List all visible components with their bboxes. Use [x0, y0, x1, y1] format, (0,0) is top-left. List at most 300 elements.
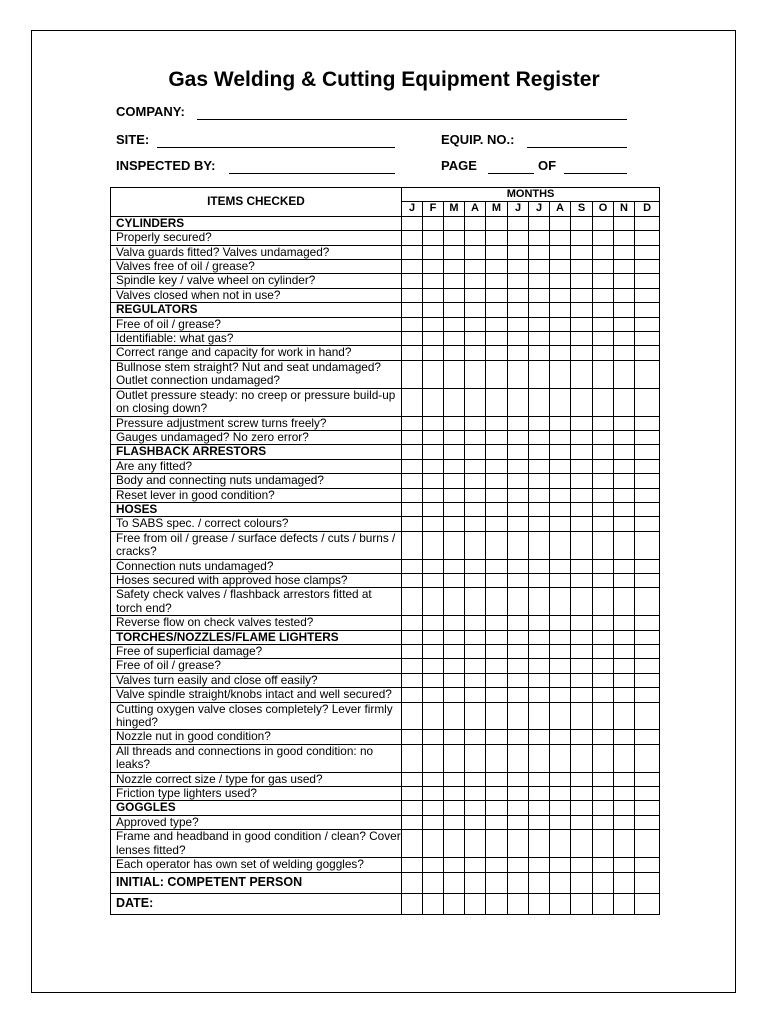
initial-month-cell[interactable]: [593, 872, 614, 893]
check-item-month-cell[interactable]: [508, 445, 529, 459]
date-month-cell[interactable]: [614, 893, 635, 914]
check-item-month-cell[interactable]: [614, 645, 635, 659]
check-item-month-cell[interactable]: [486, 801, 508, 815]
check-item-month-cell[interactable]: [550, 815, 571, 829]
check-item-month-cell[interactable]: [550, 630, 571, 644]
check-item-month-cell[interactable]: [508, 488, 529, 502]
date-month-cell[interactable]: [593, 893, 614, 914]
check-item-month-cell[interactable]: [486, 332, 508, 346]
check-item-month-cell[interactable]: [486, 474, 508, 488]
check-item-month-cell[interactable]: [423, 317, 444, 331]
check-item-month-cell[interactable]: [402, 459, 423, 473]
check-item-month-cell[interactable]: [635, 360, 660, 388]
check-item-month-cell[interactable]: [614, 416, 635, 430]
check-item-month-cell[interactable]: [508, 531, 529, 559]
check-item-month-cell[interactable]: [593, 801, 614, 815]
check-item-month-cell[interactable]: [444, 260, 465, 274]
check-item-month-cell[interactable]: [614, 430, 635, 444]
check-item-month-cell[interactable]: [550, 858, 571, 872]
check-item-month-cell[interactable]: [465, 430, 486, 444]
check-item-month-cell[interactable]: [593, 858, 614, 872]
check-item-month-cell[interactable]: [550, 772, 571, 786]
check-item-month-cell[interactable]: [529, 815, 550, 829]
check-item-month-cell[interactable]: [593, 702, 614, 730]
check-item-month-cell[interactable]: [614, 288, 635, 302]
check-item-month-cell[interactable]: [593, 346, 614, 360]
check-item-month-cell[interactable]: [550, 702, 571, 730]
check-item-month-cell[interactable]: [423, 274, 444, 288]
check-item-month-cell[interactable]: [465, 815, 486, 829]
check-item-month-cell[interactable]: [423, 303, 444, 317]
check-item-month-cell[interactable]: [550, 430, 571, 444]
check-item-month-cell[interactable]: [486, 559, 508, 573]
check-item-month-cell[interactable]: [423, 772, 444, 786]
check-item-month-cell[interactable]: [402, 445, 423, 459]
check-item-month-cell[interactable]: [550, 730, 571, 744]
check-item-month-cell[interactable]: [508, 688, 529, 702]
check-item-month-cell[interactable]: [571, 772, 593, 786]
check-item-month-cell[interactable]: [614, 445, 635, 459]
check-item-month-cell[interactable]: [550, 588, 571, 616]
check-item-month-cell[interactable]: [635, 645, 660, 659]
check-item-month-cell[interactable]: [593, 659, 614, 673]
check-item-month-cell[interactable]: [444, 858, 465, 872]
check-item-month-cell[interactable]: [465, 303, 486, 317]
check-item-month-cell[interactable]: [402, 474, 423, 488]
check-item-month-cell[interactable]: [508, 559, 529, 573]
check-item-month-cell[interactable]: [486, 588, 508, 616]
check-item-month-cell[interactable]: [635, 459, 660, 473]
check-item-month-cell[interactable]: [593, 744, 614, 772]
check-item-month-cell[interactable]: [444, 388, 465, 416]
check-item-month-cell[interactable]: [486, 645, 508, 659]
check-item-month-cell[interactable]: [593, 787, 614, 801]
check-item-month-cell[interactable]: [529, 616, 550, 630]
check-item-month-cell[interactable]: [635, 231, 660, 245]
check-item-month-cell[interactable]: [423, 474, 444, 488]
check-item-month-cell[interactable]: [571, 616, 593, 630]
check-item-month-cell[interactable]: [571, 416, 593, 430]
check-item-month-cell[interactable]: [571, 474, 593, 488]
check-item-month-cell[interactable]: [486, 673, 508, 687]
check-item-month-cell[interactable]: [486, 245, 508, 259]
check-item-month-cell[interactable]: [529, 517, 550, 531]
check-item-month-cell[interactable]: [402, 216, 423, 230]
check-item-month-cell[interactable]: [593, 559, 614, 573]
check-item-month-cell[interactable]: [550, 573, 571, 587]
check-item-month-cell[interactable]: [465, 274, 486, 288]
check-item-month-cell[interactable]: [635, 830, 660, 858]
check-item-month-cell[interactable]: [571, 815, 593, 829]
check-item-month-cell[interactable]: [635, 488, 660, 502]
check-item-month-cell[interactable]: [465, 588, 486, 616]
check-item-month-cell[interactable]: [486, 531, 508, 559]
check-item-month-cell[interactable]: [402, 702, 423, 730]
check-item-month-cell[interactable]: [508, 630, 529, 644]
check-item-month-cell[interactable]: [508, 332, 529, 346]
check-item-month-cell[interactable]: [486, 445, 508, 459]
check-item-month-cell[interactable]: [550, 559, 571, 573]
check-item-month-cell[interactable]: [423, 787, 444, 801]
check-item-month-cell[interactable]: [550, 531, 571, 559]
check-item-month-cell[interactable]: [550, 502, 571, 516]
check-item-month-cell[interactable]: [550, 388, 571, 416]
check-item-month-cell[interactable]: [486, 659, 508, 673]
check-item-month-cell[interactable]: [444, 645, 465, 659]
company-field[interactable]: [197, 119, 627, 120]
check-item-month-cell[interactable]: [508, 702, 529, 730]
check-item-month-cell[interactable]: [444, 830, 465, 858]
check-item-month-cell[interactable]: [444, 559, 465, 573]
check-item-month-cell[interactable]: [486, 488, 508, 502]
check-item-month-cell[interactable]: [402, 688, 423, 702]
check-item-month-cell[interactable]: [444, 488, 465, 502]
check-item-month-cell[interactable]: [402, 288, 423, 302]
check-item-month-cell[interactable]: [423, 801, 444, 815]
check-item-month-cell[interactable]: [423, 502, 444, 516]
check-item-month-cell[interactable]: [444, 360, 465, 388]
check-item-month-cell[interactable]: [550, 260, 571, 274]
check-item-month-cell[interactable]: [635, 502, 660, 516]
check-item-month-cell[interactable]: [423, 388, 444, 416]
check-item-month-cell[interactable]: [614, 260, 635, 274]
initial-month-cell[interactable]: [614, 872, 635, 893]
check-item-month-cell[interactable]: [444, 772, 465, 786]
check-item-month-cell[interactable]: [635, 730, 660, 744]
check-item-month-cell[interactable]: [614, 787, 635, 801]
check-item-month-cell[interactable]: [486, 616, 508, 630]
check-item-month-cell[interactable]: [529, 673, 550, 687]
check-item-month-cell[interactable]: [571, 317, 593, 331]
check-item-month-cell[interactable]: [444, 616, 465, 630]
check-item-month-cell[interactable]: [571, 830, 593, 858]
check-item-month-cell[interactable]: [402, 858, 423, 872]
check-item-month-cell[interactable]: [508, 659, 529, 673]
check-item-month-cell[interactable]: [635, 517, 660, 531]
equip-no-field[interactable]: [527, 147, 627, 148]
check-item-month-cell[interactable]: [423, 630, 444, 644]
check-item-month-cell[interactable]: [486, 231, 508, 245]
check-item-month-cell[interactable]: [614, 388, 635, 416]
check-item-month-cell[interactable]: [465, 459, 486, 473]
check-item-month-cell[interactable]: [571, 630, 593, 644]
check-item-month-cell[interactable]: [614, 630, 635, 644]
check-item-month-cell[interactable]: [444, 588, 465, 616]
check-item-month-cell[interactable]: [571, 730, 593, 744]
check-item-month-cell[interactable]: [486, 303, 508, 317]
check-item-month-cell[interactable]: [423, 360, 444, 388]
date-month-cell[interactable]: [508, 893, 529, 914]
check-item-month-cell[interactable]: [444, 245, 465, 259]
check-item-month-cell[interactable]: [614, 858, 635, 872]
check-item-month-cell[interactable]: [550, 787, 571, 801]
check-item-month-cell[interactable]: [486, 216, 508, 230]
check-item-month-cell[interactable]: [508, 317, 529, 331]
check-item-month-cell[interactable]: [402, 588, 423, 616]
check-item-month-cell[interactable]: [529, 588, 550, 616]
check-item-month-cell[interactable]: [635, 430, 660, 444]
check-item-month-cell[interactable]: [550, 231, 571, 245]
check-item-month-cell[interactable]: [486, 815, 508, 829]
check-item-month-cell[interactable]: [593, 645, 614, 659]
check-item-month-cell[interactable]: [550, 830, 571, 858]
check-item-month-cell[interactable]: [402, 630, 423, 644]
check-item-month-cell[interactable]: [571, 231, 593, 245]
check-item-month-cell[interactable]: [402, 502, 423, 516]
check-item-month-cell[interactable]: [486, 502, 508, 516]
check-item-month-cell[interactable]: [402, 430, 423, 444]
check-item-month-cell[interactable]: [486, 702, 508, 730]
check-item-month-cell[interactable]: [465, 502, 486, 516]
check-item-month-cell[interactable]: [635, 688, 660, 702]
check-item-month-cell[interactable]: [423, 688, 444, 702]
check-item-month-cell[interactable]: [402, 659, 423, 673]
check-item-month-cell[interactable]: [593, 772, 614, 786]
check-item-month-cell[interactable]: [550, 616, 571, 630]
initial-month-cell[interactable]: [402, 872, 423, 893]
check-item-month-cell[interactable]: [550, 488, 571, 502]
check-item-month-cell[interactable]: [465, 744, 486, 772]
check-item-month-cell[interactable]: [402, 531, 423, 559]
check-item-month-cell[interactable]: [593, 815, 614, 829]
check-item-month-cell[interactable]: [508, 787, 529, 801]
check-item-month-cell[interactable]: [614, 303, 635, 317]
check-item-month-cell[interactable]: [635, 332, 660, 346]
check-item-month-cell[interactable]: [529, 288, 550, 302]
check-item-month-cell[interactable]: [508, 588, 529, 616]
check-item-month-cell[interactable]: [614, 688, 635, 702]
check-item-month-cell[interactable]: [529, 231, 550, 245]
check-item-month-cell[interactable]: [614, 815, 635, 829]
initial-month-cell[interactable]: [529, 872, 550, 893]
check-item-month-cell[interactable]: [529, 702, 550, 730]
check-item-month-cell[interactable]: [571, 645, 593, 659]
check-item-month-cell[interactable]: [635, 801, 660, 815]
check-item-month-cell[interactable]: [635, 474, 660, 488]
check-item-month-cell[interactable]: [486, 573, 508, 587]
check-item-month-cell[interactable]: [614, 216, 635, 230]
check-item-month-cell[interactable]: [571, 332, 593, 346]
date-month-cell[interactable]: [571, 893, 593, 914]
check-item-month-cell[interactable]: [529, 388, 550, 416]
check-item-month-cell[interactable]: [529, 317, 550, 331]
check-item-month-cell[interactable]: [550, 317, 571, 331]
check-item-month-cell[interactable]: [486, 730, 508, 744]
check-item-month-cell[interactable]: [465, 645, 486, 659]
check-item-month-cell[interactable]: [423, 459, 444, 473]
check-item-month-cell[interactable]: [465, 573, 486, 587]
check-item-month-cell[interactable]: [635, 744, 660, 772]
check-item-month-cell[interactable]: [444, 216, 465, 230]
check-item-month-cell[interactable]: [571, 787, 593, 801]
check-item-month-cell[interactable]: [635, 772, 660, 786]
check-item-month-cell[interactable]: [465, 245, 486, 259]
check-item-month-cell[interactable]: [593, 673, 614, 687]
check-item-month-cell[interactable]: [593, 588, 614, 616]
check-item-month-cell[interactable]: [508, 645, 529, 659]
check-item-month-cell[interactable]: [465, 317, 486, 331]
check-item-month-cell[interactable]: [465, 858, 486, 872]
check-item-month-cell[interactable]: [635, 416, 660, 430]
check-item-month-cell[interactable]: [635, 531, 660, 559]
check-item-month-cell[interactable]: [444, 445, 465, 459]
check-item-month-cell[interactable]: [465, 288, 486, 302]
check-item-month-cell[interactable]: [635, 288, 660, 302]
initial-month-cell[interactable]: [571, 872, 593, 893]
initial-month-cell[interactable]: [486, 872, 508, 893]
check-item-month-cell[interactable]: [465, 559, 486, 573]
check-item-month-cell[interactable]: [486, 416, 508, 430]
check-item-month-cell[interactable]: [402, 303, 423, 317]
check-item-month-cell[interactable]: [550, 659, 571, 673]
check-item-month-cell[interactable]: [550, 360, 571, 388]
check-item-month-cell[interactable]: [571, 531, 593, 559]
check-item-month-cell[interactable]: [444, 231, 465, 245]
check-item-month-cell[interactable]: [423, 559, 444, 573]
check-item-month-cell[interactable]: [614, 801, 635, 815]
date-month-cell[interactable]: [444, 893, 465, 914]
check-item-month-cell[interactable]: [465, 332, 486, 346]
check-item-month-cell[interactable]: [444, 673, 465, 687]
check-item-month-cell[interactable]: [529, 772, 550, 786]
date-month-cell[interactable]: [550, 893, 571, 914]
check-item-month-cell[interactable]: [402, 616, 423, 630]
check-item-month-cell[interactable]: [444, 531, 465, 559]
check-item-month-cell[interactable]: [593, 488, 614, 502]
date-month-cell[interactable]: [465, 893, 486, 914]
check-item-month-cell[interactable]: [593, 730, 614, 744]
check-item-month-cell[interactable]: [571, 573, 593, 587]
check-item-month-cell[interactable]: [550, 474, 571, 488]
check-item-month-cell[interactable]: [486, 744, 508, 772]
check-item-month-cell[interactable]: [423, 744, 444, 772]
check-item-month-cell[interactable]: [571, 801, 593, 815]
check-item-month-cell[interactable]: [614, 517, 635, 531]
check-item-month-cell[interactable]: [444, 517, 465, 531]
check-item-month-cell[interactable]: [571, 216, 593, 230]
check-item-month-cell[interactable]: [402, 787, 423, 801]
check-item-month-cell[interactable]: [444, 659, 465, 673]
check-item-month-cell[interactable]: [550, 688, 571, 702]
check-item-month-cell[interactable]: [402, 830, 423, 858]
check-item-month-cell[interactable]: [635, 388, 660, 416]
check-item-month-cell[interactable]: [465, 830, 486, 858]
check-item-month-cell[interactable]: [486, 459, 508, 473]
check-item-month-cell[interactable]: [402, 801, 423, 815]
check-item-month-cell[interactable]: [444, 702, 465, 730]
check-item-month-cell[interactable]: [508, 260, 529, 274]
inspected-by-field[interactable]: [229, 173, 395, 174]
check-item-month-cell[interactable]: [614, 332, 635, 346]
check-item-month-cell[interactable]: [444, 288, 465, 302]
check-item-month-cell[interactable]: [635, 659, 660, 673]
check-item-month-cell[interactable]: [508, 360, 529, 388]
check-item-month-cell[interactable]: [423, 702, 444, 730]
site-field[interactable]: [157, 147, 395, 148]
check-item-month-cell[interactable]: [402, 416, 423, 430]
check-item-month-cell[interactable]: [508, 772, 529, 786]
check-item-month-cell[interactable]: [571, 702, 593, 730]
check-item-month-cell[interactable]: [444, 474, 465, 488]
check-item-month-cell[interactable]: [423, 416, 444, 430]
check-item-month-cell[interactable]: [571, 260, 593, 274]
check-item-month-cell[interactable]: [635, 245, 660, 259]
page-number-field[interactable]: [488, 173, 534, 174]
check-item-month-cell[interactable]: [550, 303, 571, 317]
check-item-month-cell[interactable]: [508, 388, 529, 416]
check-item-month-cell[interactable]: [550, 744, 571, 772]
check-item-month-cell[interactable]: [465, 688, 486, 702]
check-item-month-cell[interactable]: [635, 445, 660, 459]
check-item-month-cell[interactable]: [593, 416, 614, 430]
check-item-month-cell[interactable]: [508, 231, 529, 245]
check-item-month-cell[interactable]: [593, 616, 614, 630]
check-item-month-cell[interactable]: [465, 445, 486, 459]
check-item-month-cell[interactable]: [529, 573, 550, 587]
check-item-month-cell[interactable]: [529, 260, 550, 274]
check-item-month-cell[interactable]: [508, 801, 529, 815]
check-item-month-cell[interactable]: [444, 730, 465, 744]
check-item-month-cell[interactable]: [423, 332, 444, 346]
check-item-month-cell[interactable]: [402, 332, 423, 346]
check-item-month-cell[interactable]: [571, 430, 593, 444]
date-month-cell[interactable]: [529, 893, 550, 914]
check-item-month-cell[interactable]: [508, 573, 529, 587]
check-item-month-cell[interactable]: [593, 317, 614, 331]
date-month-cell[interactable]: [486, 893, 508, 914]
check-item-month-cell[interactable]: [465, 787, 486, 801]
check-item-month-cell[interactable]: [486, 260, 508, 274]
check-item-month-cell[interactable]: [593, 332, 614, 346]
check-item-month-cell[interactable]: [423, 260, 444, 274]
check-item-month-cell[interactable]: [402, 744, 423, 772]
check-item-month-cell[interactable]: [571, 744, 593, 772]
check-item-month-cell[interactable]: [402, 317, 423, 331]
check-item-month-cell[interactable]: [614, 531, 635, 559]
check-item-month-cell[interactable]: [550, 245, 571, 259]
check-item-month-cell[interactable]: [529, 830, 550, 858]
check-item-month-cell[interactable]: [508, 288, 529, 302]
check-item-month-cell[interactable]: [571, 559, 593, 573]
date-month-cell[interactable]: [635, 893, 660, 914]
check-item-month-cell[interactable]: [529, 416, 550, 430]
check-item-month-cell[interactable]: [550, 216, 571, 230]
check-item-month-cell[interactable]: [402, 730, 423, 744]
check-item-month-cell[interactable]: [402, 260, 423, 274]
check-item-month-cell[interactable]: [614, 730, 635, 744]
check-item-month-cell[interactable]: [486, 274, 508, 288]
check-item-month-cell[interactable]: [423, 346, 444, 360]
check-item-month-cell[interactable]: [593, 502, 614, 516]
check-item-month-cell[interactable]: [614, 360, 635, 388]
check-item-month-cell[interactable]: [550, 346, 571, 360]
check-item-month-cell[interactable]: [508, 430, 529, 444]
check-item-month-cell[interactable]: [508, 815, 529, 829]
initial-month-cell[interactable]: [508, 872, 529, 893]
check-item-month-cell[interactable]: [571, 517, 593, 531]
check-item-month-cell[interactable]: [529, 502, 550, 516]
check-item-month-cell[interactable]: [508, 346, 529, 360]
check-item-month-cell[interactable]: [486, 787, 508, 801]
check-item-month-cell[interactable]: [529, 360, 550, 388]
check-item-month-cell[interactable]: [593, 630, 614, 644]
check-item-month-cell[interactable]: [423, 573, 444, 587]
check-item-month-cell[interactable]: [465, 346, 486, 360]
check-item-month-cell[interactable]: [593, 688, 614, 702]
check-item-month-cell[interactable]: [614, 488, 635, 502]
check-item-month-cell[interactable]: [593, 216, 614, 230]
check-item-month-cell[interactable]: [571, 346, 593, 360]
